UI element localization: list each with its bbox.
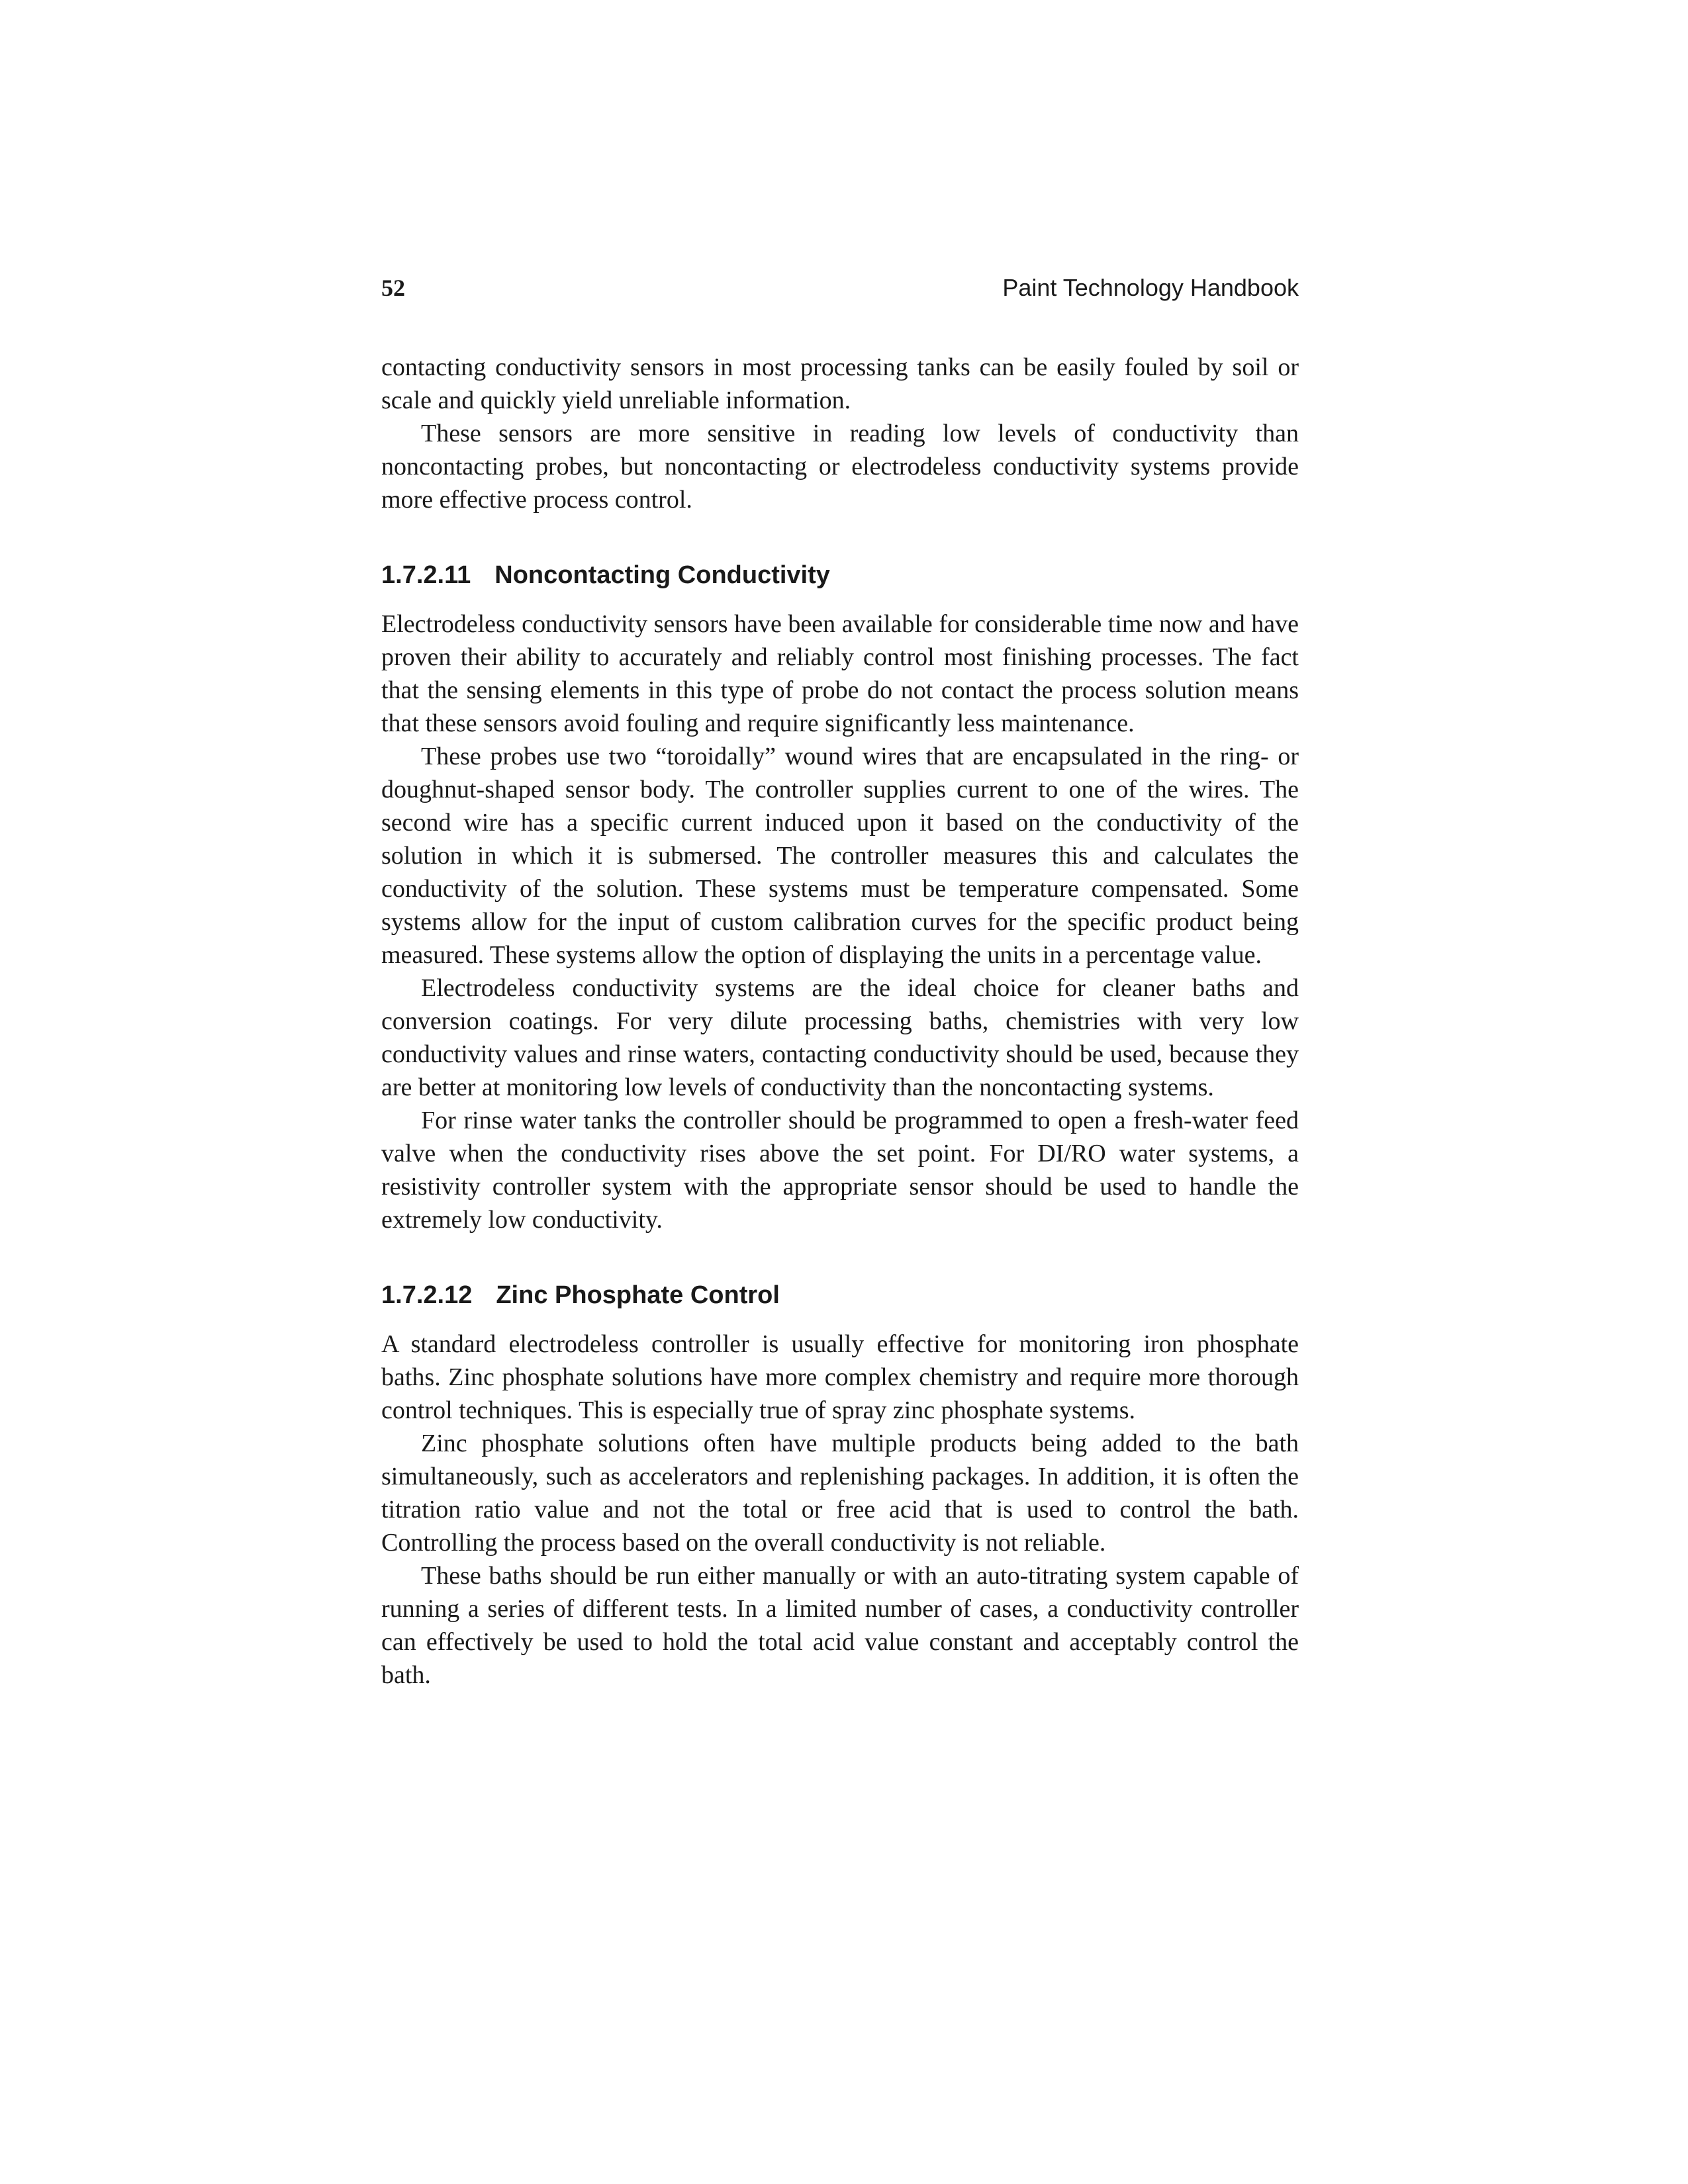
body-paragraph: For rinse water tanks the controller should be programmed to open a fresh-water feed valve when the conductivity rises above the set point. For DI/RO water systems, a resistivity controller system with the appropriate sensor should be used to handle the extremely low conductivity. xyxy=(381,1107,1299,1234)
running-head xyxy=(381,271,1299,311)
page-number: 52 xyxy=(381,275,405,301)
body-paragraph: These baths should be run either manually or with an auto-titrating system capable of running a series of different tests. In a limited number of cases, a conductivity controller can effectively be used to hold the total acid value constant and acceptably control the bath. xyxy=(381,1562,1299,1689)
body-paragraph: These probes use two “toroidally” wound wires that are encapsulated in the ring- or doughnut-shaped sensor body. The controller supplies current to one of the wires. The second wire has a specific current induced upon it based on the conductivity of the solution in which it is submersed. The controller measures this and calculates the conductivity of the solution. These systems must be temperature compensated. Some systems allow for the input of custom calibration curves for the specific product being measured. These systems allow the option of displaying the units in a percentage value. xyxy=(381,743,1299,969)
body-paragraph: Zinc phosphate solutions often have multiple products being added to the bath simultaneously, such as accelerators and replenishing packages. In addition, it is often the titration ratio value and not the total or free acid that is used to control the bath. Controlling the process based on the overall conductivity is not reliable. xyxy=(381,1430,1299,1557)
section-title: Noncontacting Conductivity xyxy=(494,561,830,589)
body-paragraph: Electrodeless conductivity sensors have been available for considerable time now and have proven their ability to accurately and reliably control most finishing processes. The fact that the sensing elements in this type of probe do not contact the process solution means that these sensors avoid fouling and require significantly less maintenance. xyxy=(381,610,1299,737)
book-title: Paint Technology Handbook xyxy=(1002,274,1299,301)
body-paragraph: contacting conductivity sensors in most processing tanks can be easily fouled by soil or scale and quickly yield unreliable information. xyxy=(381,353,1299,414)
body-paragraph: Electrodeless conductivity systems are the ideal choice for cleaner baths and conversion coatings. For very dilute processing baths, chemistries with very low conductivity values and rinse waters, contacting conductivity should be used, because they are better at monitoring low levels of conductivity than the noncontacting systems. xyxy=(381,974,1299,1101)
book-page xyxy=(381,271,1299,1692)
section-title: Zinc Phosphate Control xyxy=(496,1281,780,1309)
section-heading xyxy=(381,559,1299,592)
section-heading xyxy=(381,1279,1299,1312)
body-paragraph: A standard electrodeless controller is usually effective for monitoring iron phosphate baths. Zinc phosphate solutions have more complex chemistry and require more thorough control techniques. This is especially true of spray zinc phosphate systems. xyxy=(381,1330,1299,1424)
section-number: 1.7.2.11 xyxy=(381,561,471,589)
body-paragraph: These sensors are more sensitive in reading low levels of conductivity than noncontacting probes, but noncontacting or electrodeless conductivity systems provide more effective process control. xyxy=(381,420,1299,514)
section-number: 1.7.2.12 xyxy=(381,1281,473,1309)
